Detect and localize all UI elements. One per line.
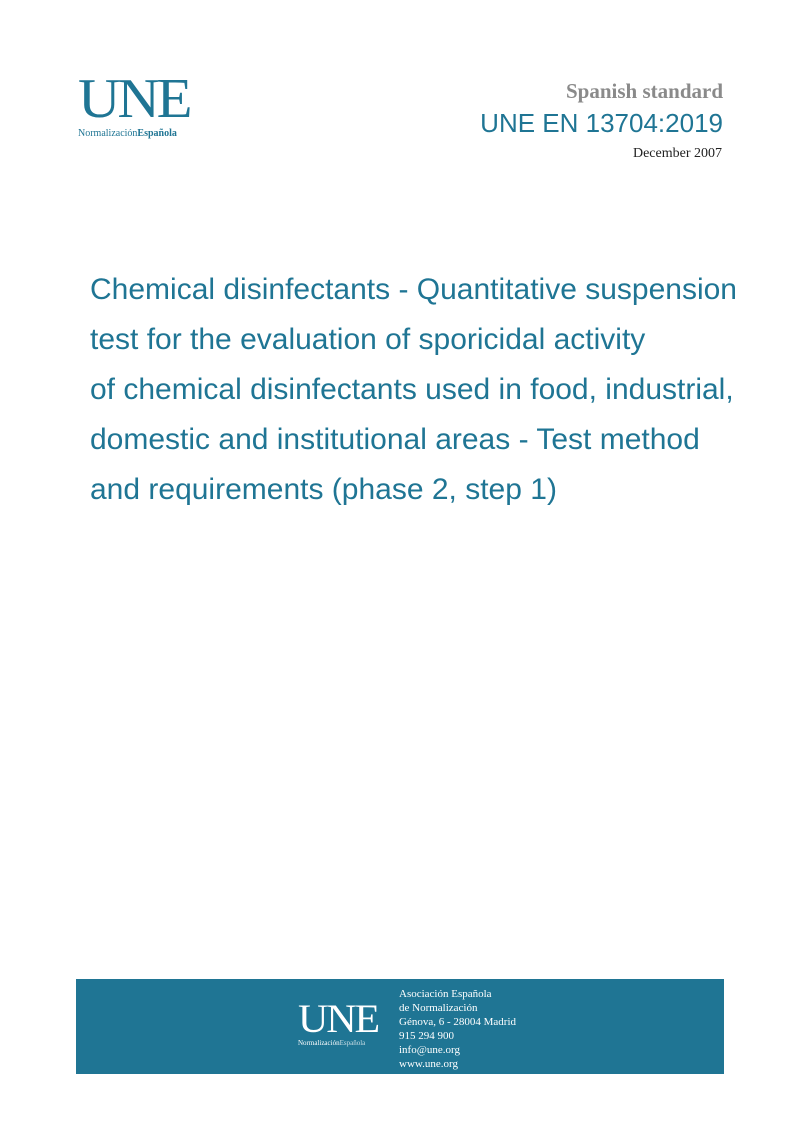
logo-wordmark: UNE (78, 68, 190, 130)
title-line: of chemical disinfectants used in food, industrial, (90, 373, 734, 406)
publisher-phone: 915 294 900 (399, 1030, 454, 1042)
footer-logo-tagline-light: Española (339, 1039, 366, 1047)
logo-tagline-bold: Española (137, 128, 177, 139)
standard-kind: Spanish standard (566, 79, 723, 103)
title-line: Chemical disinfectants - Quantitative suspension (90, 273, 737, 306)
publisher-name-line1: Asociación Española (399, 988, 492, 1000)
publisher-contact (399, 987, 516, 1071)
standard-date: December 2007 (632, 146, 722, 161)
publisher-website: www.une.org (399, 1058, 458, 1070)
une-logo (78, 68, 190, 139)
title-line: test for the evaluation of sporicidal activity (90, 323, 646, 356)
standard-code: UNE EN 13704:2019 (480, 108, 723, 138)
publisher-address: Génova, 6 - 28004 Madrid (399, 1016, 517, 1028)
title-line: domestic and institutional areas - Test method (90, 423, 700, 456)
footer-logo-tagline-regular: Normalización (298, 1039, 340, 1047)
title-line: and requirements (phase 2, step 1) (90, 473, 557, 506)
publisher-footer (76, 979, 724, 1074)
logo-tagline-regular: Normalización (78, 128, 138, 139)
publisher-name-line2: de Normalización (399, 1002, 478, 1014)
standard-header (480, 78, 723, 162)
footer-logo (298, 996, 379, 1047)
publisher-email: info@une.org (399, 1044, 460, 1056)
footer-logo-wordmark: UNE (298, 996, 379, 1041)
document-title (90, 265, 795, 515)
